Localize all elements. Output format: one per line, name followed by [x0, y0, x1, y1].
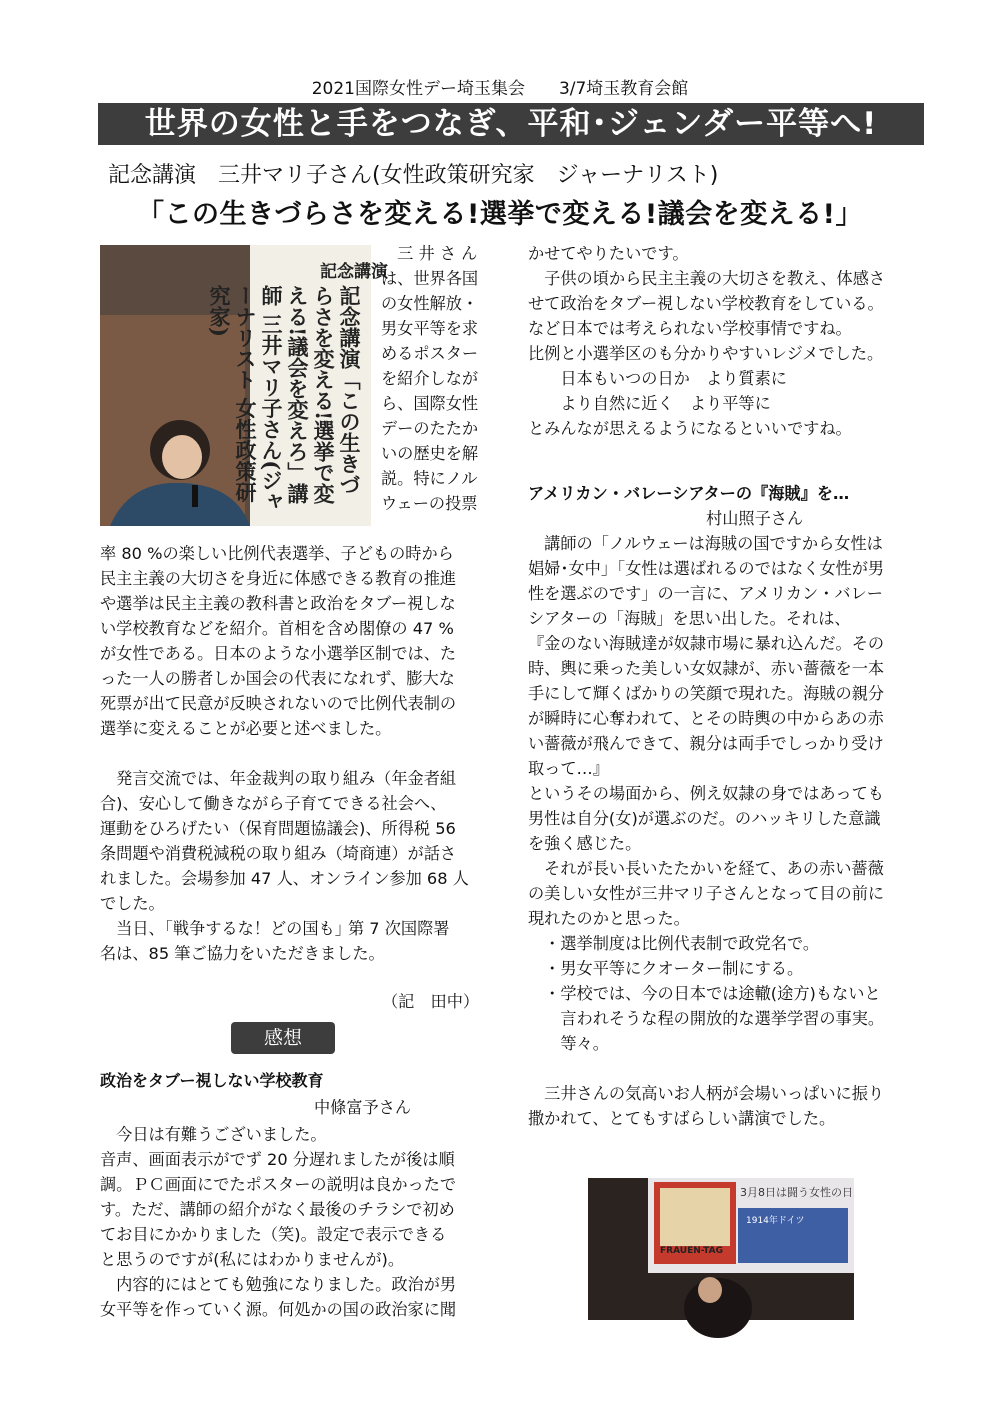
right-second-line: というその場面から、例え奴隷の身ではあっても	[528, 784, 884, 803]
right-top-line: など日本では考えられない学校事情ですね。	[528, 319, 852, 338]
photo1-banner-text: 記念講演「この生きづらさを変える!選挙で変える!議会を変えろ」講師 三井マリ子さん(ジャーナリスト 女性政策研究家)	[207, 285, 362, 513]
report-line: 率 80 %の楽しい比例代表選挙、子どもの時から	[100, 544, 454, 563]
report-line: 発言交流では、年金裁判の取り組み（年金者組	[100, 769, 457, 788]
intro-line: ら、国際女性	[381, 394, 479, 413]
right-top-line: 子供の頃から民主主義の大切さを教え、体感さ	[528, 269, 886, 288]
intro-line: 説。特にノル	[381, 469, 478, 488]
main-banner: 世界の女性と手をつなぎ、平和･ジェンダー平等へ!	[98, 103, 924, 145]
right-second-line	[528, 1056, 884, 1081]
right-top-line: より自然に近く より平等に	[528, 394, 771, 413]
right-second-line: 男性は自分(女)が選ぶのだ。のハッキリした意識	[528, 809, 881, 828]
intro-line: 三 井 さ ん	[381, 244, 478, 263]
report-line: 選挙に変えることが必要と述べました。	[100, 719, 392, 738]
right-second-line: の美しい女性が三井マリ子さんとなって目の前に	[528, 884, 885, 903]
right-second-line: 性を選ぶのです」の一言に、アメリカン・バレー	[528, 584, 883, 603]
report-line: 名は、85 筆ご協力をいただきました。	[100, 944, 385, 963]
event-header: 2021国際女性デー埼玉集会 3/7埼玉教育会館	[311, 79, 689, 99]
report-line: 運動をひろげたい（保育問題協議会)、所得税 56	[100, 819, 456, 838]
right-second-line: 現れたのかと思った。	[528, 909, 690, 928]
right-second-line: ・選挙制度は比例代表制で政党名で。	[528, 934, 820, 953]
impression-author: 中條富予さん	[314, 1098, 412, 1117]
right-second-text	[528, 481, 884, 1131]
report-line: れました。会場参加 47 人、オンライン参加 68 人	[100, 869, 469, 888]
right-second-line: 等々。	[528, 1034, 609, 1053]
right-second-line: 娼婦･女中」「女性は選ばれるのではなく女性が男	[528, 559, 885, 578]
right-second-line: ・学校では、今の日本では途轍(途方)もないと	[528, 984, 881, 1003]
right-top-text	[528, 241, 885, 441]
report-line: 条問題や消費税減税の取り組み（埼商連）が話さ	[100, 844, 457, 863]
impression-line: 調。ＰＣ画面にでたポスターの説明は良かったで	[100, 1175, 457, 1194]
impression-line: てお目にかかりました（笑)。設定で表示できる	[100, 1225, 447, 1244]
right-second-line: が瞬時に心奪われて、とその時輿の中からあの赤	[528, 709, 884, 728]
impression-heading: 政治をタブー視しない学校教育	[100, 1071, 324, 1090]
right-second-line: それが長い長いたたかいを経て、あの赤い薔薇	[528, 859, 884, 878]
report-line: や選挙は民主主義の教科書と政治をタブー視しな	[100, 594, 456, 613]
report-line	[100, 741, 469, 766]
slide-photo	[588, 1178, 854, 1320]
right-second-line: 講師の「ノルウェーは海賊の国ですから女性は	[528, 534, 883, 553]
right-top-line: 比例と小選挙区のも分かりやすいレジメでした。	[528, 344, 884, 363]
right-second-line: シアターの「海賊」を思い出した。それは、	[528, 609, 851, 628]
impression-line: 今日は有難うございました。	[100, 1125, 327, 1144]
impression-line: と思うのですが(私にはわかりませんが)。	[100, 1250, 405, 1269]
right-top-line: かせてやりたいです。	[528, 244, 689, 263]
right-second-line: い薔薇が飛んできて、親分は両手でしっかり受け	[528, 734, 884, 753]
impression-line: 音声、画面表示がでず 20 分遅れましたが後は順	[100, 1150, 455, 1169]
intro-line: デーのたたか	[381, 419, 479, 438]
report-line: でした。	[100, 894, 165, 913]
intro-line: を紹介しなが	[381, 369, 479, 388]
speaker-photo	[100, 245, 388, 526]
right-second-line: アメリカン・バレーシアターの『海賊』を…	[528, 484, 850, 503]
recorder-note: （記 田中）	[382, 992, 480, 1011]
intro-text	[381, 241, 478, 516]
right-second-line: 『金のない海賊達が奴隷市場に暴れ込んだ。その	[528, 634, 885, 653]
slide-title: 3月8日は闘う女性の日	[740, 1186, 853, 1199]
impression-line: 内容的にはとても勉強になりました。政治が男	[100, 1275, 457, 1294]
report-line: 民主主義の大切さを身近に体感できる教育の推進	[100, 569, 457, 588]
right-second-line: 時、輿に乗った美しい女奴隷が、赤い薔薇を一本	[528, 659, 885, 678]
report-text	[100, 541, 469, 966]
intro-line: 男女平等を求	[381, 319, 479, 338]
right-second-line: 手にして輝くばかりの笑顔で現れた。海賊の親分	[528, 684, 885, 703]
intro-line: は、世界各国	[381, 269, 479, 288]
report-line: った一人の勝者しか国会の代表になれず、膨大な	[100, 669, 455, 688]
right-second-line: 取って…』	[528, 759, 609, 778]
slide-year: 1914年ドイツ	[746, 1216, 805, 1226]
banner-char: 記念講演	[320, 262, 388, 282]
right-second-line: 村山照子さん	[528, 509, 804, 528]
impressions-label: 感想	[231, 1022, 335, 1054]
poster-text: FRAUEN-TAG	[660, 1246, 723, 1256]
report-line: 死票が出て民意が反映されないので比例代表制の	[100, 694, 457, 713]
right-second-line: 三井さんの気高いお人柄が会場いっぱいに振り	[528, 1084, 885, 1103]
intro-line: めるポスター	[381, 344, 479, 363]
right-top-line: せて政治をタブー視しない学校教育をしている。	[528, 294, 884, 313]
right-second-line: ・男女平等にクオーター制にする。	[528, 959, 804, 978]
intro-line: の女性解放・	[381, 294, 479, 313]
impression-line: す。ただ、講師の紹介がなく最後のチラシで初め	[100, 1200, 455, 1219]
lecture-title: 「この生きづらさを変える!選挙で変える!議会を変える!」	[137, 199, 863, 230]
impression-text	[100, 1122, 456, 1322]
intro-line: いの歴史を解	[381, 444, 479, 463]
right-top-line: 日本もいつの日か より質素に	[528, 369, 787, 388]
right-top-line: とみんなが思えるようになるといいですね。	[528, 419, 852, 438]
report-line: が女性である。日本のような小選挙区制では、た	[100, 644, 457, 663]
lecture-line: 記念講演 三井マリ子さん(女性政策研究家 ジャーナリスト)	[108, 163, 719, 188]
impression-line: 女平等を作っていく源。何処かの国の政治家に聞	[100, 1300, 457, 1319]
report-line: い学校教育などを紹介。首相を含め閣僚の 47 %	[100, 619, 454, 638]
right-second-line: 言われそうな程の開放的な選挙学習の事実。	[528, 1009, 885, 1028]
right-second-line: 撒かれて、とてもすばらしい講演でした。	[528, 1109, 836, 1128]
intro-line: ウェーの投票	[381, 494, 478, 513]
right-second-line: を強く感じた。	[528, 834, 642, 853]
report-line: 合)、安心して働きながら子育てできる社会へ、	[100, 794, 447, 813]
report-line: 当日、｢戦争するな！どの国も｣ 第 7 次国際署	[100, 919, 450, 938]
